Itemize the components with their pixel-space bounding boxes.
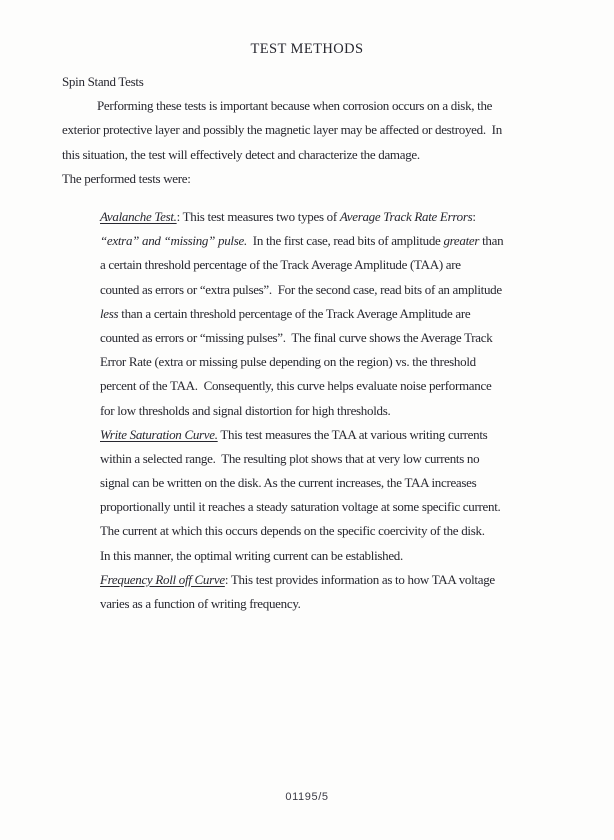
text-run: The current at which this occurs depends on the specific coercivity of the disk. xyxy=(100,523,485,539)
text-line xyxy=(100,350,503,374)
text-run: counted as errors or “extra pulses”. For the second case, read bits of an amplitude xyxy=(100,281,502,297)
text-line xyxy=(100,592,503,616)
text-run: varies as a function of writing frequency. xyxy=(100,596,301,611)
text-line xyxy=(100,374,503,398)
text-line xyxy=(100,471,503,495)
text-line xyxy=(100,253,503,277)
text-run: The performed tests were: xyxy=(62,170,191,186)
text-line xyxy=(100,519,503,543)
intro-section xyxy=(62,70,502,191)
text-run: within a selected range. The resulting plot shows that at very low currents no xyxy=(100,450,480,466)
text-run: proportionally until it reaches a steady saturation voltage at some specific current. xyxy=(100,499,501,515)
text-run: : This test provides information as to how TAA voltage xyxy=(224,571,495,587)
section-heading: Spin Stand Tests xyxy=(62,74,144,89)
emphasized-text: Avalanche Test. xyxy=(100,209,177,224)
text-line xyxy=(100,229,503,253)
text-line xyxy=(100,423,503,447)
text-line xyxy=(62,94,502,118)
page-number: 01195/5 xyxy=(285,791,329,803)
indented-test-descriptions xyxy=(100,205,503,616)
text-run: Performing these tests is important because when corrosion occurs on a disk, the xyxy=(97,98,493,114)
text-line xyxy=(100,568,503,592)
text-run: In this manner, the optimal writing current can be established. xyxy=(100,547,403,563)
text-line xyxy=(62,143,502,167)
emphasized-text: greater xyxy=(443,233,480,249)
text-run: a certain threshold percentage of the Track Average Amplitude (TAA) are xyxy=(100,257,461,273)
emphasized-text: Write Saturation Curve. xyxy=(100,426,218,442)
text-line xyxy=(62,167,502,191)
text-line xyxy=(62,118,502,142)
text-run: than xyxy=(479,233,504,249)
text-run: than a certain threshold percentage of the Track Average Amplitude are xyxy=(118,305,471,321)
text-run: : This test measures two types of xyxy=(176,209,340,224)
text-run: This test measures the TAA at various writing currents xyxy=(217,426,488,442)
page-title: TEST METHODS xyxy=(250,41,364,57)
text-run: Error Rate (extra or missing pulse depending on the region) vs. the threshold xyxy=(100,354,476,370)
intro-paragraph xyxy=(62,94,502,191)
text-line xyxy=(100,447,503,471)
emphasized-text: Frequency Roll off Curve xyxy=(100,571,225,587)
text-line xyxy=(100,544,503,568)
emphasized-text: less xyxy=(100,305,119,321)
text-run: signal can be written on the disk. As the current increases, the TAA increases xyxy=(100,475,477,491)
text-run: exterior protective layer and possibly the magnetic layer may be affected or destroyed. In xyxy=(62,122,502,138)
text-run: this situation, the test will effectively detect and characterize the damage. xyxy=(62,146,420,162)
text-run: : xyxy=(472,209,476,224)
emphasized-text: Average Track Rate Errors xyxy=(339,209,473,224)
text-line xyxy=(100,399,503,423)
text-line xyxy=(100,278,503,302)
text-run: In the first case, read bits of amplitude xyxy=(246,233,444,249)
emphasized-text: “extra” and “missing” pulse. xyxy=(100,233,247,249)
text-run: for low thresholds and signal distortion for high thresholds. xyxy=(100,402,391,418)
text-line xyxy=(100,326,503,350)
text-line xyxy=(100,205,503,229)
text-line xyxy=(100,302,503,326)
text-run: percent of the TAA. Consequently, this curve helps evaluate noise performance xyxy=(100,378,492,394)
text-line xyxy=(100,495,503,519)
text-run: counted as errors or “missing pulses”. The final curve shows the Average Track xyxy=(100,329,493,345)
